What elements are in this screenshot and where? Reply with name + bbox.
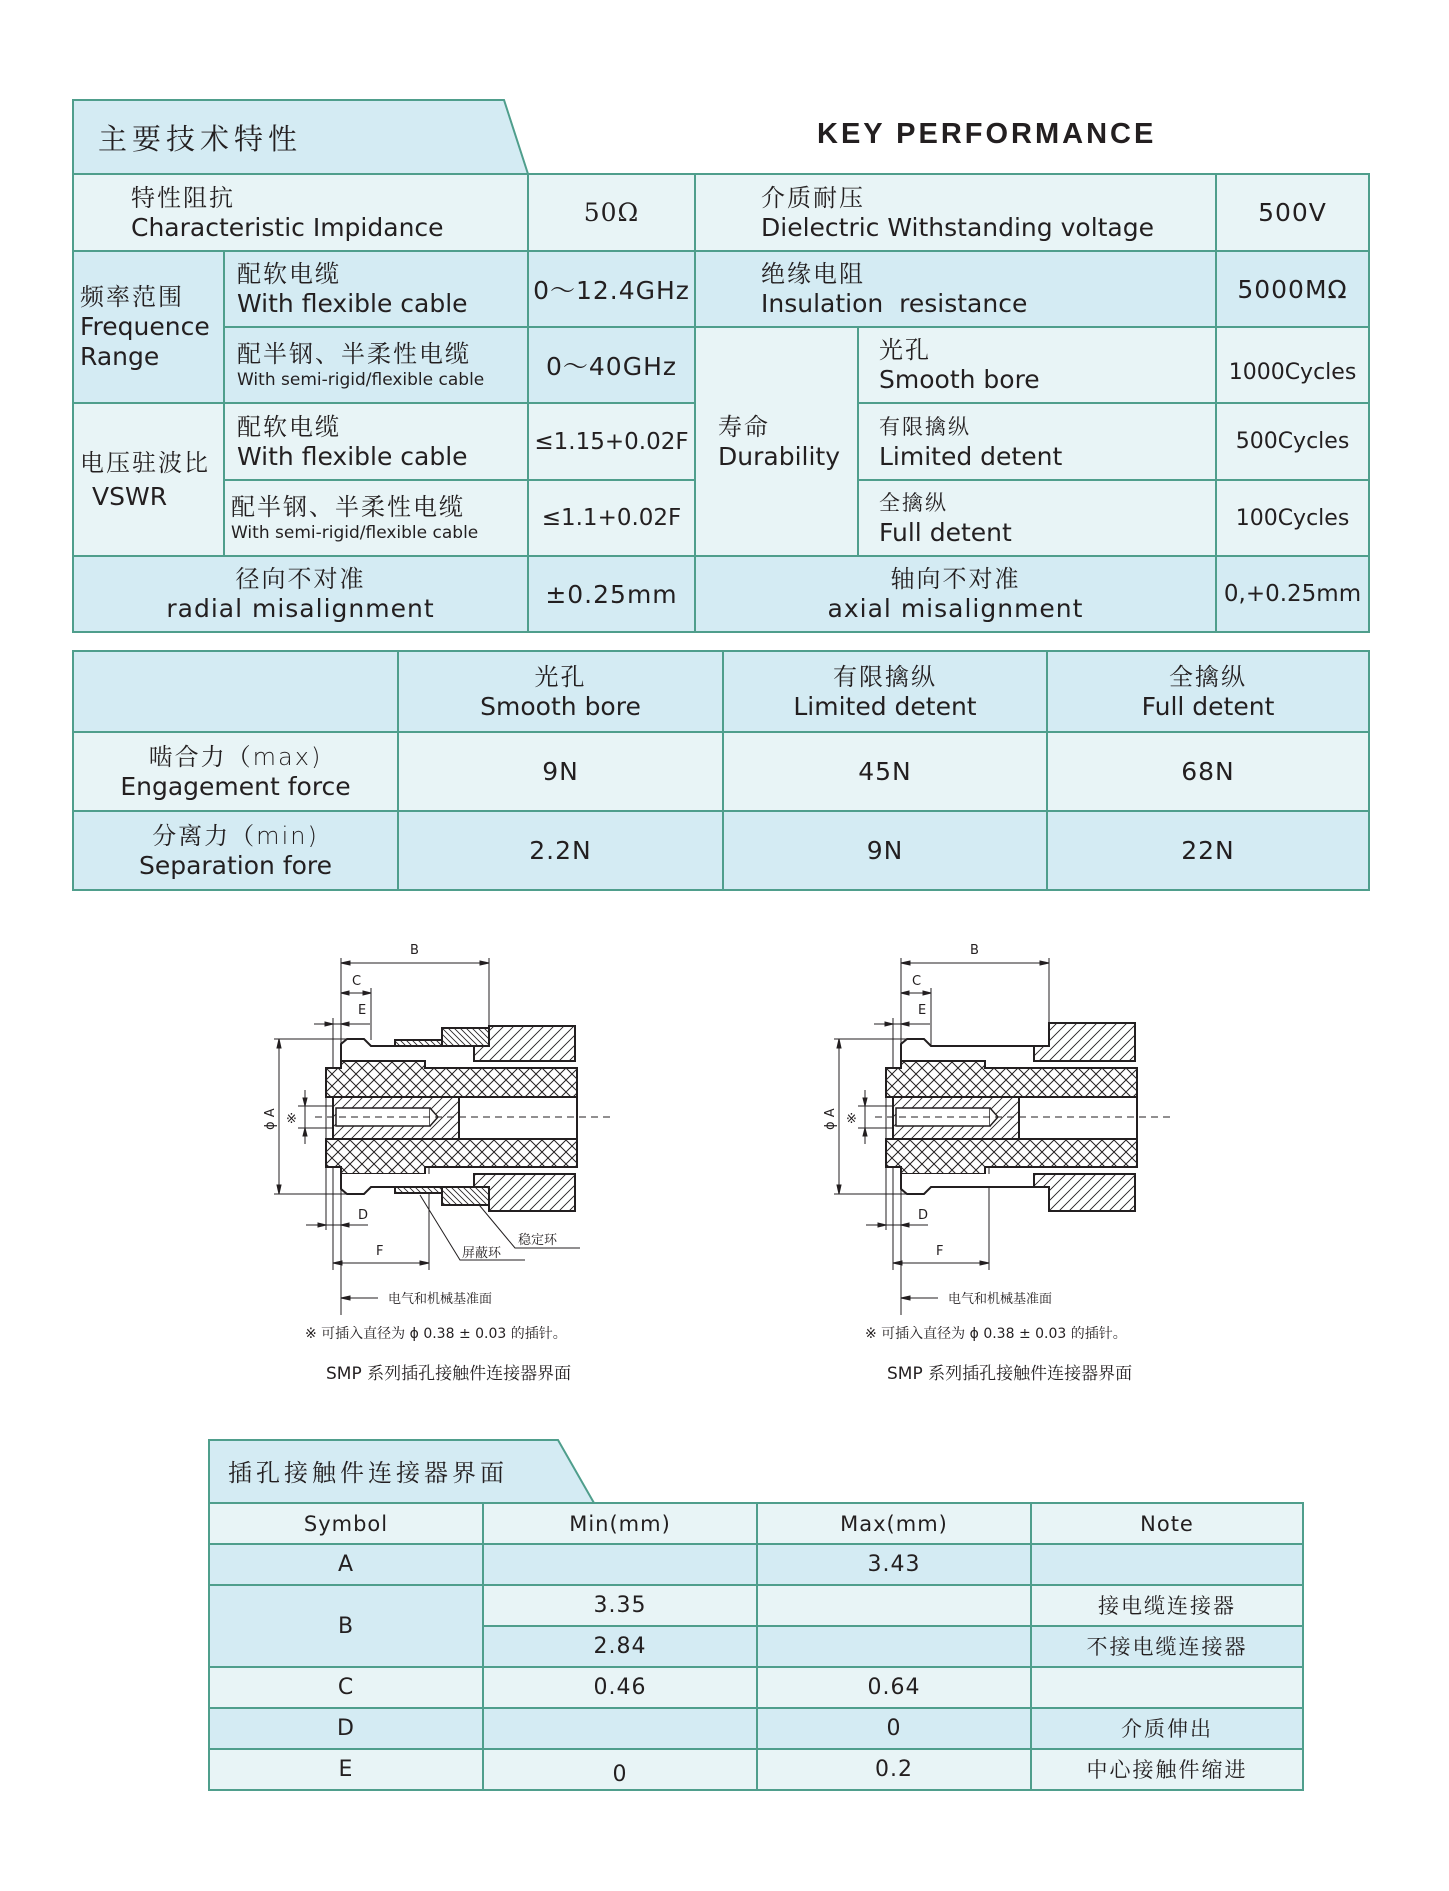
row-e-min: 0 <box>482 1748 758 1791</box>
axial-value: 0,+0.25mm <box>1215 555 1370 633</box>
row-e-max: 0.2 <box>756 1748 1032 1791</box>
radial-value: ±0.25mm <box>527 555 696 633</box>
interface-title-tab <box>208 1439 600 1504</box>
diagram-caption-right: SMP 系列插孔接触件连接器界面 <box>887 1364 1133 1384</box>
row-e-symbol: E <box>208 1748 484 1791</box>
row-a-symbol: A <box>208 1543 484 1586</box>
datum-label: 电气和机械基准面 <box>948 1292 1053 1307</box>
durability-label: 寿命 Durability <box>694 326 859 557</box>
vswr-semi-rigid-label: 配半钢、半柔性电缆 With semi-rigid/flexible cable <box>223 479 529 557</box>
interface-title: 插孔接触件连接器界面 <box>228 1459 508 1487</box>
frequency-semi-rigid-label: 配半钢、半柔性电缆 With semi-rigid/flexible cable <box>223 326 529 404</box>
insulation-value: 5000MΩ <box>1215 250 1370 328</box>
forces-header-full: 全擒纵 Full detent <box>1046 650 1370 733</box>
row-c-min: 0.46 <box>482 1666 758 1709</box>
dim-label-b: B <box>410 943 419 958</box>
forces-header-smooth: 光孔 Smooth bore <box>397 650 724 733</box>
dim-label-a: ϕ A <box>823 1108 838 1130</box>
engagement-force-full: 68N <box>1046 731 1370 812</box>
separation-force-label: 分离力（min) Separation fore <box>72 810 399 891</box>
row-b1-max <box>756 1584 1032 1627</box>
dim-label-d: D <box>918 1208 929 1223</box>
stable-ring-label: 稳定环 <box>518 1233 558 1248</box>
separation-force-smooth: 2.2N <box>397 810 724 891</box>
dim-label-a: ϕ A <box>263 1108 278 1130</box>
vswr-semi-rigid-value: ≤1.1+0.02F <box>527 479 696 557</box>
key-performance-heading: KEY PERFORMANCE <box>817 118 1157 150</box>
radial-label: 径向不对准 radial misalignment <box>72 555 529 633</box>
pin-note-right: ※ 可插入直径为 ϕ 0.38 ± 0.03 的插针。 <box>865 1326 1127 1342</box>
row-d-min <box>482 1707 758 1750</box>
vswr-label: 电压驻波比 VSWR <box>72 402 225 557</box>
dim-label-e: E <box>918 1003 927 1018</box>
col-header-min: Min(mm) <box>482 1502 758 1545</box>
row-a-note <box>1030 1543 1304 1586</box>
row-c-symbol: C <box>208 1666 484 1709</box>
row-b-symbol: B <box>208 1584 484 1668</box>
dim-label-c: C <box>912 974 922 989</box>
row-c-note <box>1030 1666 1304 1709</box>
connector-drawing-plain <box>820 930 1200 1330</box>
durability-limited-label: 有限擒纵 Limited detent <box>857 402 1217 481</box>
axial-label: 轴向不对准 axial misalignment <box>694 555 1217 633</box>
row-d-note: 介质伸出 <box>1030 1707 1304 1750</box>
dim-label-c: C <box>352 974 362 989</box>
dim-label-f: F <box>936 1244 944 1259</box>
row-b2-max <box>756 1625 1032 1668</box>
performance-title-tab <box>72 99 532 175</box>
frequency-semi-rigid-value: 0～40GHz <box>527 326 696 404</box>
col-header-symbol: Symbol <box>208 1502 484 1545</box>
diagram-caption-left: SMP 系列插孔接触件连接器界面 <box>326 1364 572 1384</box>
vswr-flexible-value: ≤1.15+0.02F <box>527 402 696 481</box>
impedance-value: 50Ω <box>527 173 696 252</box>
connector-diagram-right <box>820 930 1200 1330</box>
connector-diagram-left <box>260 930 640 1330</box>
durability-full-value: 100Cycles <box>1215 479 1370 557</box>
durability-smooth-label: 光孔 Smooth bore <box>857 326 1217 404</box>
row-a-max: 3.43 <box>756 1543 1032 1586</box>
engagement-force-label: 啮合力（max) Engagement force <box>72 731 399 812</box>
row-d-max: 0 <box>756 1707 1032 1750</box>
row-d-symbol: D <box>208 1707 484 1750</box>
vswr-flexible-label: 配软电缆 With flexible cable <box>223 402 529 481</box>
dielectric-value: 500V <box>1215 173 1370 252</box>
dim-label-d: D <box>358 1208 369 1223</box>
shield-ring-label: 屏蔽环 <box>462 1246 502 1261</box>
frequency-label: 频率范围 Frequence Range <box>72 250 225 404</box>
durability-limited-value: 500Cycles <box>1215 402 1370 481</box>
datum-label: 电气和机械基准面 <box>388 1292 493 1307</box>
frequency-flexible-value: 0～12.4GHz <box>527 250 696 328</box>
pin-note-left: ※ 可插入直径为 ϕ 0.38 ± 0.03 的插针。 <box>305 1326 567 1342</box>
engagement-force-limited: 45N <box>722 731 1048 812</box>
row-e-note: 中心接触件缩进 <box>1030 1748 1304 1791</box>
row-b2-note: 不接电缆连接器 <box>1030 1625 1304 1668</box>
row-b1-note: 接电缆连接器 <box>1030 1584 1304 1627</box>
engagement-force-smooth: 9N <box>397 731 724 812</box>
forces-header-limited: 有限擒纵 Limited detent <box>722 650 1048 733</box>
connector-drawing-shielded <box>260 930 640 1330</box>
col-header-note: Note <box>1030 1502 1304 1545</box>
dielectric-label: 介质耐压 Dielectric Withstanding voltage <box>694 173 1217 252</box>
row-b1-min: 3.35 <box>482 1584 758 1627</box>
dim-label-b: B <box>970 943 979 958</box>
durability-smooth-value: 1000Cycles <box>1215 326 1370 404</box>
separation-force-limited: 9N <box>722 810 1048 891</box>
dim-label-e: E <box>358 1003 367 1018</box>
durability-full-label: 全擒纵 Full detent <box>857 479 1217 557</box>
frequency-flexible-label: 配软电缆 With flexible cable <box>223 250 529 328</box>
forces-corner-cell <box>72 650 399 733</box>
col-header-max: Max(mm) <box>756 1502 1032 1545</box>
performance-title: 主要技术特性 <box>98 122 303 156</box>
insulation-label: 绝缘电阻 Insulation resistance <box>694 250 1217 328</box>
dim-label-star: ※ <box>846 1112 857 1127</box>
impedance-label: 特性阻抗 Characteristic Impidance <box>72 173 529 252</box>
row-c-max: 0.64 <box>756 1666 1032 1709</box>
row-a-min <box>482 1543 758 1586</box>
separation-force-full: 22N <box>1046 810 1370 891</box>
dim-label-f: F <box>376 1244 384 1259</box>
row-b2-min: 2.84 <box>482 1625 758 1668</box>
dim-label-star: ※ <box>286 1112 297 1127</box>
